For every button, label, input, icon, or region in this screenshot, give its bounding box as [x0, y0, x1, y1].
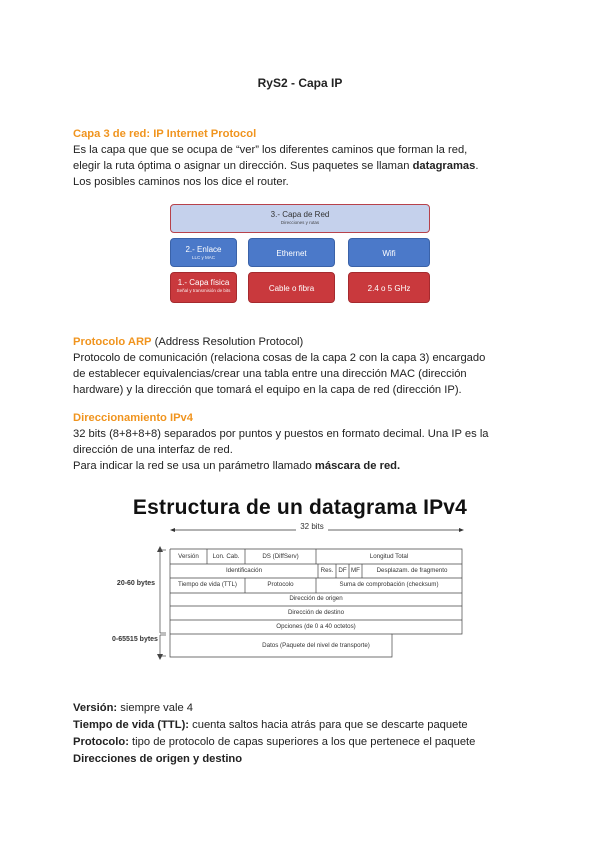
field-longitud: Longitud Total [369, 553, 409, 560]
layer-ghz: 2.4 o 5 GHz [348, 272, 430, 303]
datagram-title: Estructura de un datagrama IPv4 [132, 496, 468, 519]
field-identificacion: Identificación [225, 567, 263, 574]
brace-arrow-top [157, 546, 163, 552]
field-ttl: Tiempo de vida (TTL) [178, 581, 237, 588]
datagramas-term: datagramas [412, 160, 476, 172]
bits-arrow-left [170, 528, 175, 532]
layer-ethernet: Ethernet [248, 238, 335, 267]
range-label-header: 20-60 bytes [116, 580, 156, 587]
datagram-outline [170, 549, 462, 657]
definition-version: Versión: siempre vale 4 [73, 702, 194, 714]
layer-red: 3.- Capa de Red Direcciones y rutas [170, 204, 430, 233]
field-mf: MF [351, 567, 360, 574]
section-ip-line2: elegir la ruta óptima o asignar un dirección. Sus paquetes se llaman datagramas. [73, 160, 479, 172]
section-arp-heading: Protocolo ARP [73, 336, 152, 348]
layer-enlace: 2.- Enlace LLC y MAC [170, 238, 237, 267]
layer-wifi: Wifi [348, 238, 430, 267]
field-origen: Dirección de origen [289, 595, 343, 602]
section-arp [73, 334, 533, 398]
field-df: DF [338, 567, 347, 574]
field-opciones: Opciones (de 0 a 40 octetos) [276, 623, 356, 630]
section-arp-line1: Protocolo de comunicación (relaciona cosas de la capa 2 con la capa 3) encargado [73, 352, 486, 364]
field-desplazam: Desplazam. de fragmento [376, 567, 448, 574]
section-arp-heading-line: Protocolo ARP (Address Resolution Protocol) [73, 336, 304, 348]
layer-fisica: 1.- Capa física Señal y transmisión de bits [170, 272, 237, 303]
definition-ttl: Tiempo de vida (TTL): cuenta saltos hacia atrás para que se descarte paquete [73, 719, 468, 731]
range-label-data: 0-65515 bytes [112, 636, 158, 643]
field-ds: DS (DiffServ) [262, 553, 299, 560]
section-ipv4-line3: Para indicar la red se usa un parámetro llamado máscara de red. [73, 460, 401, 472]
field-version: Versión [178, 553, 199, 560]
section-ipv4-heading: Direccionamiento IPv4 [73, 412, 193, 424]
section-arp-line3: hardware) y la dirección que tomará el equipo en la capa de red (dirección IP). [73, 384, 462, 396]
section-ipv4-line1: 32 bits (8+8+8+8) separados por puntos y puestos en formato decimal. Una IP es la [73, 428, 489, 440]
section-ip [73, 126, 533, 190]
definition-protocolo: Protocolo: tipo de protocolo de capas superiores a los que pertenece el paquete [73, 736, 476, 748]
field-checksum: Suma de comprobación (checksum) [339, 581, 439, 588]
section-ipv4-line2: dirección de una interfaz de red. [73, 444, 233, 456]
page-title: RyS2 - Capa IP [257, 76, 343, 90]
field-destino: Dirección de destino [287, 609, 345, 616]
definition-direcciones: Direcciones de origen y destino [73, 753, 243, 765]
section-ip-line1: Es la capa que que se ocupa de “ver” los diferentes caminos que forman la red, [73, 144, 468, 156]
section-arp-line2: de establecer equivalencias/crear una tabla entre una dirección MAC (dirección [73, 368, 467, 380]
field-lon-cab: Lon. Cab. [212, 553, 240, 560]
section-ip-heading: Capa 3 de red: IP Internet Protocol [73, 128, 257, 140]
definitions-list [73, 700, 475, 768]
bits-arrow-right [459, 528, 464, 532]
section-ipv4 [73, 410, 533, 474]
layer-cable: Cable o fibra [248, 272, 335, 303]
mascara-term: máscara de red. [314, 460, 401, 472]
field-res: Res. [320, 567, 334, 574]
brace-arrow-bottom [157, 654, 163, 660]
field-datos: Datos (Paquete del nivel de transporte) [262, 642, 370, 649]
bits-label: 32 bits [296, 522, 328, 531]
section-ip-line3: Los posibles caminos nos los dice el router. [73, 176, 289, 188]
field-protocolo: Protocolo [267, 581, 294, 588]
